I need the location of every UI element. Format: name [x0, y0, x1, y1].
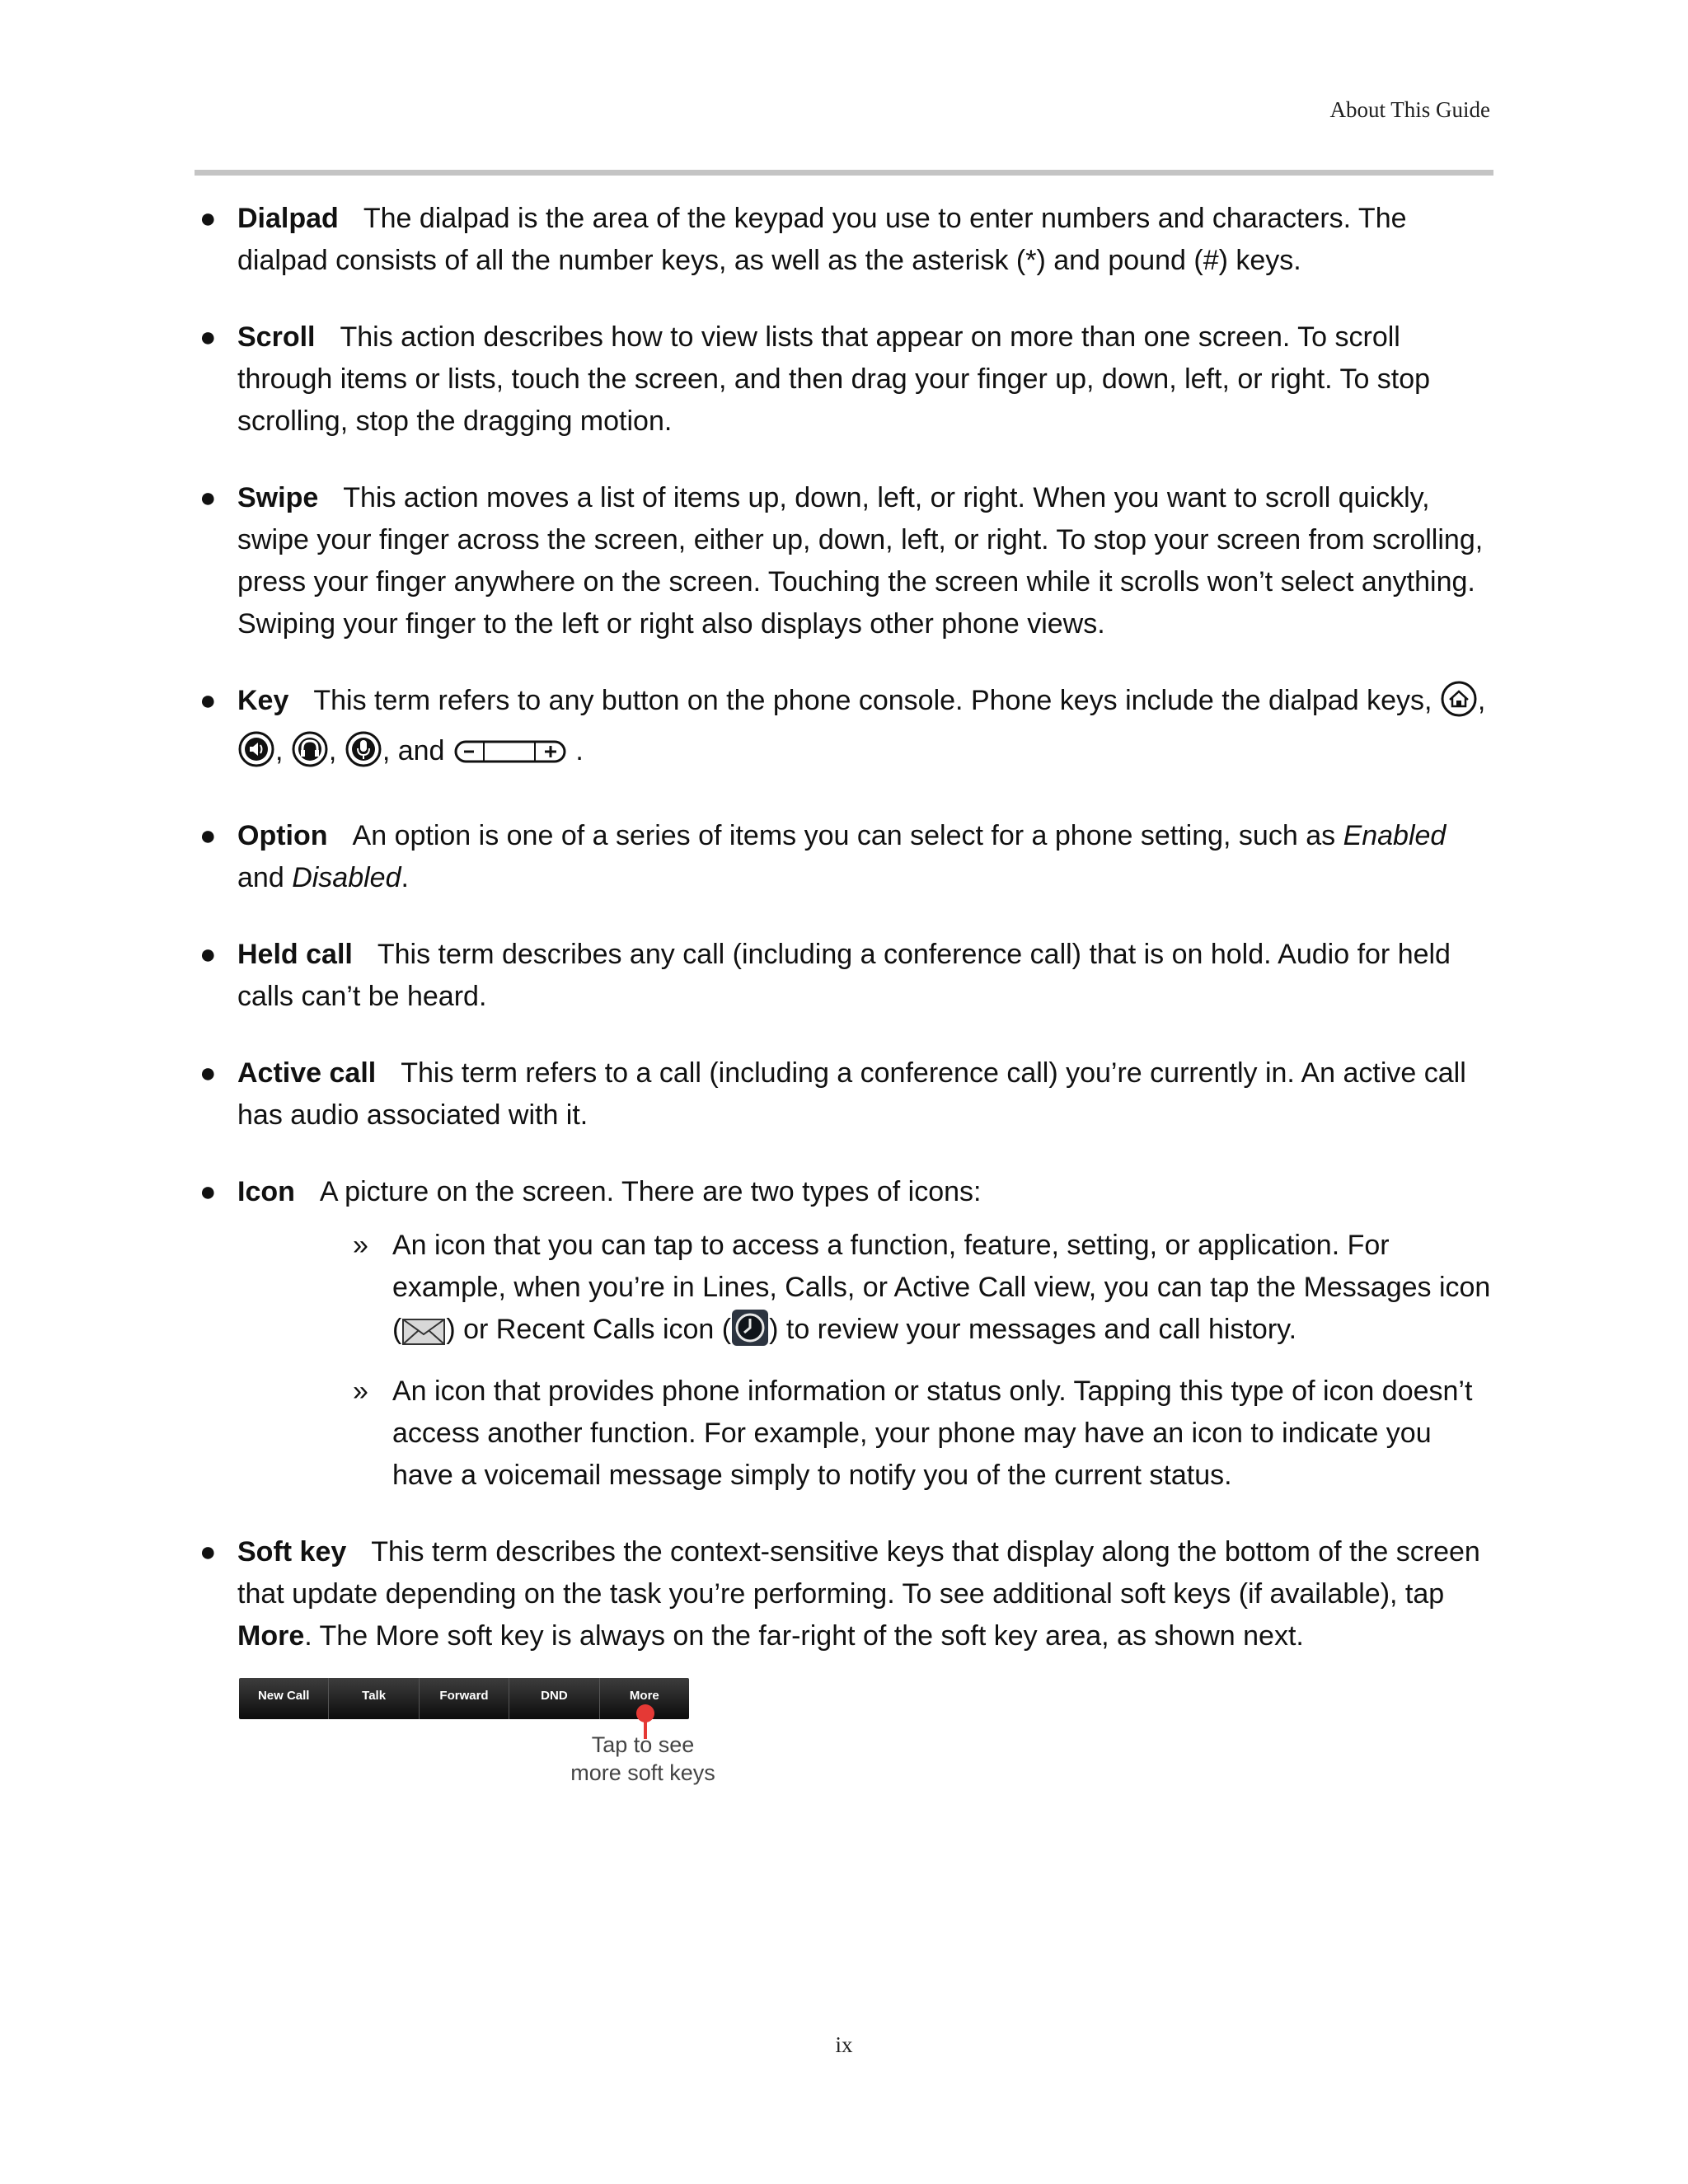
volume-key-icon — [452, 735, 568, 780]
bullet: ● — [199, 939, 217, 970]
term-held-call: Held call — [237, 939, 353, 970]
callout-dot — [636, 1704, 654, 1722]
sub-item-tappable-icon: » An icon that you can tap to access a function, feature, setting, or application. For example, when you’re in Lines, Calls, or Active Call view, you can tap the Messages icon ( ) or Recent Calls icon ( ) to review your messages and call history. — [237, 1225, 1497, 1359]
softkey-new-call[interactable]: New Call — [239, 1678, 329, 1719]
bullet: ● — [199, 321, 217, 353]
term-soft-key: Soft key — [237, 1536, 347, 1568]
bullet: ● — [199, 1057, 217, 1089]
definition-icon: A picture on the screen. There are two types of icons: — [319, 1176, 982, 1207]
term-active-call: Active call — [237, 1057, 377, 1089]
bullet: ● — [199, 203, 217, 234]
messages-icon — [401, 1317, 446, 1359]
list-item-dialpad — [195, 198, 1497, 282]
soft-key-bar — [239, 1678, 689, 1719]
bullet: ● — [199, 685, 217, 716]
list-item-held-call — [195, 934, 1497, 1018]
bullet: ● — [199, 1536, 217, 1568]
recent-calls-icon — [731, 1309, 769, 1359]
bullet: ● — [199, 820, 217, 851]
running-header: About This Guide — [1329, 97, 1490, 122]
callout-text: Tap to see more soft keys — [570, 1732, 715, 1785]
option-disabled: Disabled — [292, 862, 401, 893]
speaker-key-icon — [237, 730, 275, 780]
definitions-list — [195, 198, 1497, 1692]
term-dialpad: Dialpad — [237, 203, 339, 234]
definition-scroll: This action describes how to view lists that appear on more than one screen. To scroll through items or lists, touch the screen, and then drag your finger up, down, left, or right. To stop scrolling, stop the dragging motion. — [237, 321, 1431, 437]
more-term: More — [237, 1620, 305, 1652]
term-scroll: Scroll — [237, 321, 316, 353]
term-swipe: Swipe — [237, 482, 319, 513]
bullet: ● — [199, 482, 217, 513]
definition-dialpad: The dialpad is the area of the keypad you use to enter numbers and characters. The dialpad consists of all the number keys, as well as the asterisk (*) and pound (#) keys. — [237, 203, 1407, 276]
term-option: Option — [237, 820, 328, 851]
definition-active-call: This term refers to a call (including a conference call) you’re currently in. An active call has audio associated with it. — [237, 1057, 1466, 1131]
list-item-soft-key: ● Soft key This term describes the context-sensitive keys that display along the bottom of the screen that update depending on the task you’re performing. To see additional soft keys (if available), tap More. The More soft key is always on the far-right of the soft key area, as shown next. — [195, 1531, 1497, 1657]
definition-swipe: This action moves a list of items up, down, left, or right. When you want to scroll quickly, swipe your finger across the screen, either up, down, left, or right. To stop your screen from scrolling, press your finger anywhere on the screen. Touching the screen while it scrolls won’t select anything. Swiping your finger to the left or right also displays other phone views. — [237, 482, 1484, 640]
headset-key-icon — [291, 730, 329, 780]
list-item-scroll — [195, 316, 1497, 443]
term-icon: Icon — [237, 1176, 295, 1207]
term-key: Key — [237, 685, 289, 716]
list-item-active-call — [195, 1052, 1497, 1137]
sub-item-status-icon: » An icon that provides phone information or status only. Tapping this type of icon doesn’t access another function. For example, your phone may have an icon to indicate you have a voicemail message simply to notify you of the current status. — [353, 1376, 1473, 1491]
mute-key-icon — [345, 730, 382, 780]
softkey-forward[interactable]: Forward — [420, 1678, 509, 1719]
softkey-dnd[interactable]: DND — [509, 1678, 599, 1719]
softkey-more[interactable]: More — [629, 1689, 659, 1703]
page-number: ix — [835, 2032, 853, 2057]
header-rule — [195, 170, 1493, 176]
list-item-icon — [195, 1171, 1497, 1497]
list-item-option: ● Option An option is one of a series of items you can select for a phone setting, such as Enabled and Disabled. — [195, 815, 1497, 899]
list-item-swipe — [195, 477, 1497, 645]
definition-held-call: This term describes any call (including a conference call) that is on hold. Audio for held calls can’t be heard. — [237, 939, 1451, 1012]
softkey-talk[interactable]: Talk — [329, 1678, 419, 1719]
option-enabled: Enabled — [1343, 820, 1447, 851]
home-key-icon — [1440, 680, 1478, 730]
bullet: ● — [199, 1176, 217, 1207]
definition-key: This term refers to any button on the phone console. Phone keys include the dialpad keys, — [313, 685, 1432, 716]
list-item-key: ● Key This term refers to any button on the phone console. Phone keys include the dialpad keys, , , , , and . — [195, 680, 1497, 780]
